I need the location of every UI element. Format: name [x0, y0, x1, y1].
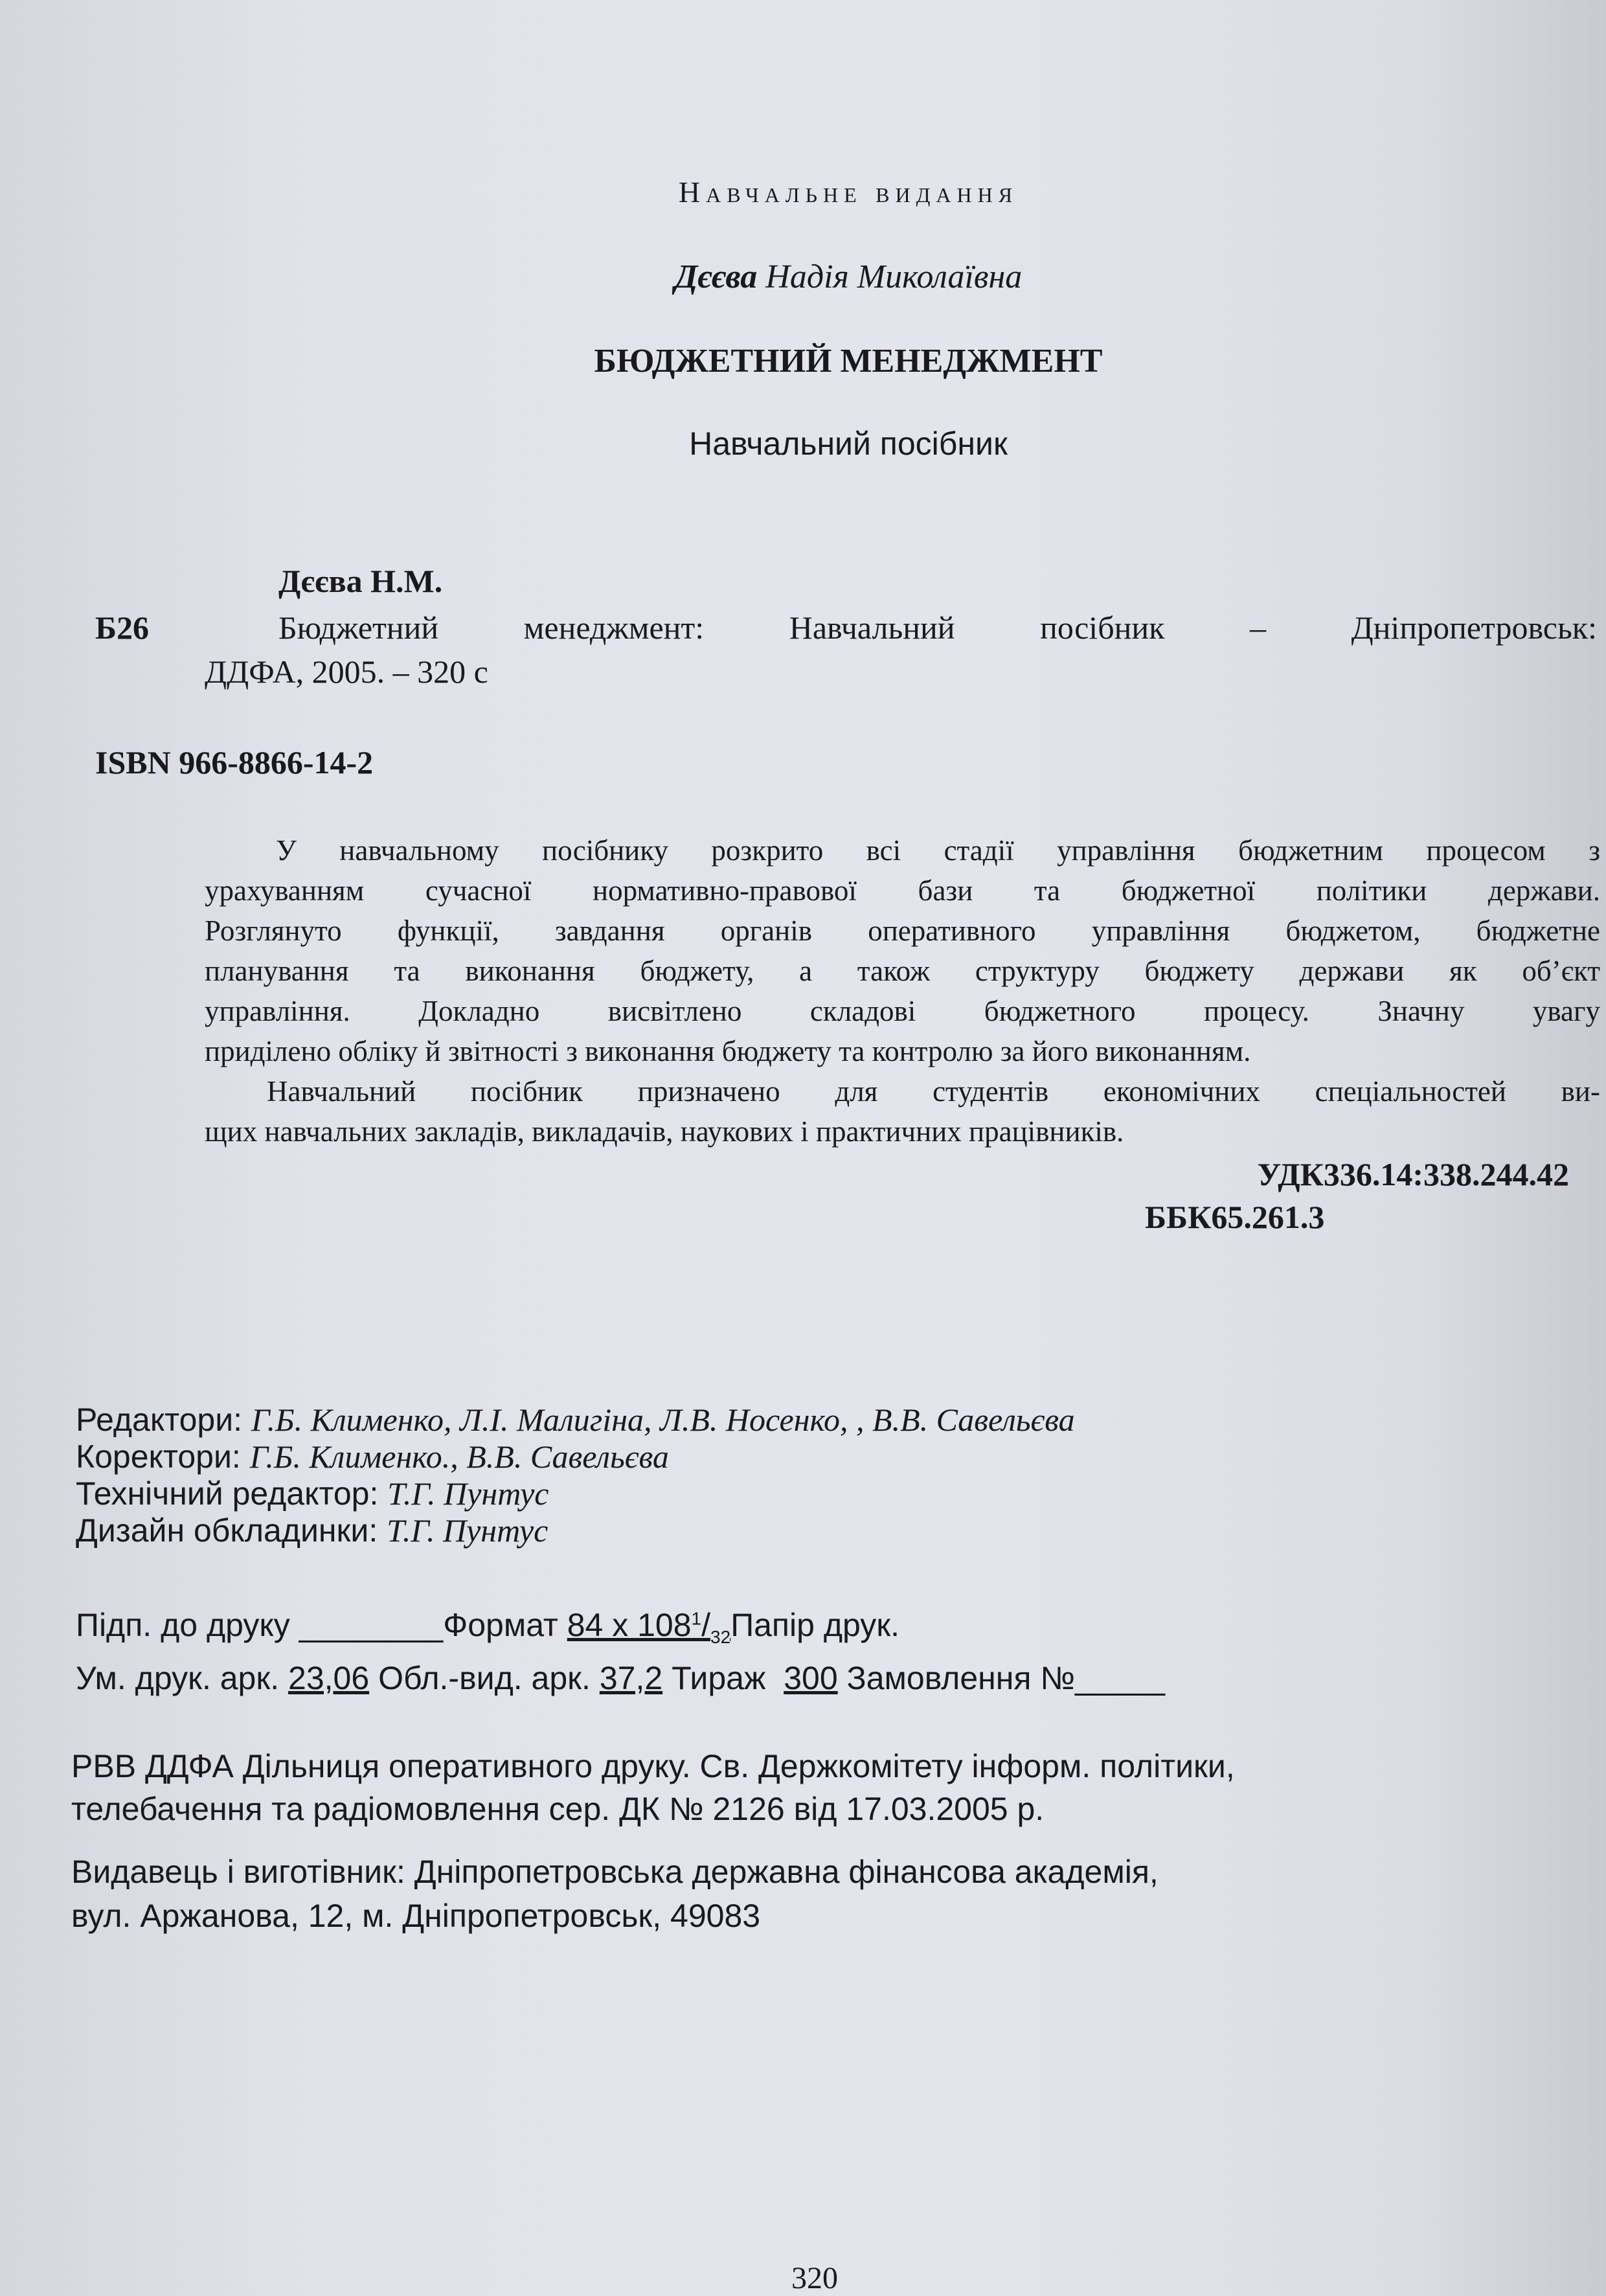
author-surname: Дєєва	[674, 258, 758, 295]
credit-label: Коректори:	[76, 1438, 241, 1475]
abstract-line: приділено обліку й звітності з виконання бюджету та контролю за його виконанням.	[205, 1035, 1251, 1067]
bbk-code: ББК65.261.3	[1145, 1199, 1325, 1235]
format-value: 84 х $108^1/_{32}$	[567, 1607, 731, 1647]
page-number: 320	[791, 2261, 838, 2295]
format-label: Формат	[443, 1607, 558, 1643]
credit-label: Технічний редактор:	[76, 1475, 379, 1512]
print-run-label: Тираж	[672, 1660, 766, 1696]
abstract-line: Навчальний посібник призначено для студентів економічних спеціальностей ви-	[267, 1075, 1600, 1108]
credit-value: Т.Г. Пунтус	[387, 1475, 549, 1512]
abstract	[205, 830, 1600, 1152]
printing-house-line: РВВ ДДФА Дільниця оперативного друку. Св. Держкомітету інформ. політики,	[71, 1748, 1235, 1784]
print-run-value: 300	[784, 1660, 838, 1696]
abstract-line: Розглянуто функції, завдання органів оперативного управління бюджетом, бюджетне	[205, 915, 1600, 947]
printing-house	[71, 1745, 1235, 1830]
signed-blank: ________	[299, 1607, 444, 1643]
catalog-code: Б26	[95, 609, 150, 646]
credit-value: Т.Г. Пунтус	[387, 1512, 549, 1549]
publisher-line: Видавець і виготівник: Дніпропетровська державна фінансова академія,	[71, 1854, 1159, 1890]
credit-label: Редактори:	[76, 1402, 243, 1438]
credit-proofreaders	[76, 1438, 1075, 1475]
printing-house-line: телебачення та радіомовлення сер. ДК № 2126 від 17.03.2005 р.	[71, 1791, 1045, 1827]
book-subtitle: Навчальний посібник	[689, 426, 1008, 462]
publisher	[71, 1850, 1159, 1938]
author-given-names: Надія Миколаївна	[765, 258, 1023, 295]
catalog-description-line2: ДДФА, 2005. – 320 с	[205, 654, 488, 690]
credits	[76, 1402, 1075, 1549]
credit-value: Г.Б. Клименко., В.В. Савельєва	[249, 1438, 669, 1475]
credit-tech-editor	[76, 1475, 1075, 1512]
credit-cover-design	[76, 1512, 1075, 1549]
pub-sheets-value: 37,2	[599, 1660, 663, 1696]
series-label: Навчальне видання	[678, 176, 1019, 209]
isbn: ISBN 966-8866-14-2	[95, 744, 374, 780]
print-line-2	[76, 1659, 1165, 1697]
sheets-label: Ум. друк. арк.	[76, 1660, 280, 1696]
paper-type: Папір друк.	[730, 1607, 900, 1643]
abstract-line: У навчальному посібнику розкрито всі стадії управління бюджетним процесом з	[276, 834, 1600, 867]
pub-sheets-label: Обл.-вид. арк.	[378, 1660, 591, 1696]
abstract-line: щих навчальних закладів, викладачів, наукових і практичних працівників.	[205, 1115, 1124, 1148]
abstract-line: урахуванням сучасної нормативно-правової бази та бюджетної політики держави.	[205, 874, 1600, 907]
author-full-name	[0, 258, 1606, 296]
abstract-line: управління. Докладно висвітлено складові бюджетного процесу. Значну увагу	[205, 995, 1600, 1027]
credit-label: Дизайн обкладинки:	[76, 1512, 378, 1549]
credit-editors	[76, 1402, 1075, 1438]
order-label: Замовлення №	[846, 1660, 1075, 1696]
credit-value: Г.Б. Клименко, Л.І. Малигіна, Л.В. Носенко, , В.В. Савельєва	[251, 1402, 1075, 1438]
book-title: БЮДЖЕТНИЙ МЕНЕДЖМЕНТ	[594, 343, 1103, 380]
order-blank: _____	[1074, 1660, 1166, 1696]
publisher-address: вул. Аржанова, 12, м. Дніпропетровськ, 49083	[71, 1898, 761, 1934]
abstract-line: планування та виконання бюджету, а також структуру бюджету держави як об’єкт	[205, 955, 1600, 987]
udk-code: УДК336.14:338.244.42	[1257, 1156, 1569, 1192]
sheets-value: 23,06	[288, 1660, 370, 1696]
catalog-author: Дєєва Н.М.	[278, 563, 443, 599]
print-line-1	[76, 1606, 899, 1648]
signed-label: Підп. до друку	[76, 1607, 290, 1643]
catalog-description-line1: Бюджетний менеджмент: Навчальний посібник – Дніпропетровськ:	[278, 609, 1597, 646]
